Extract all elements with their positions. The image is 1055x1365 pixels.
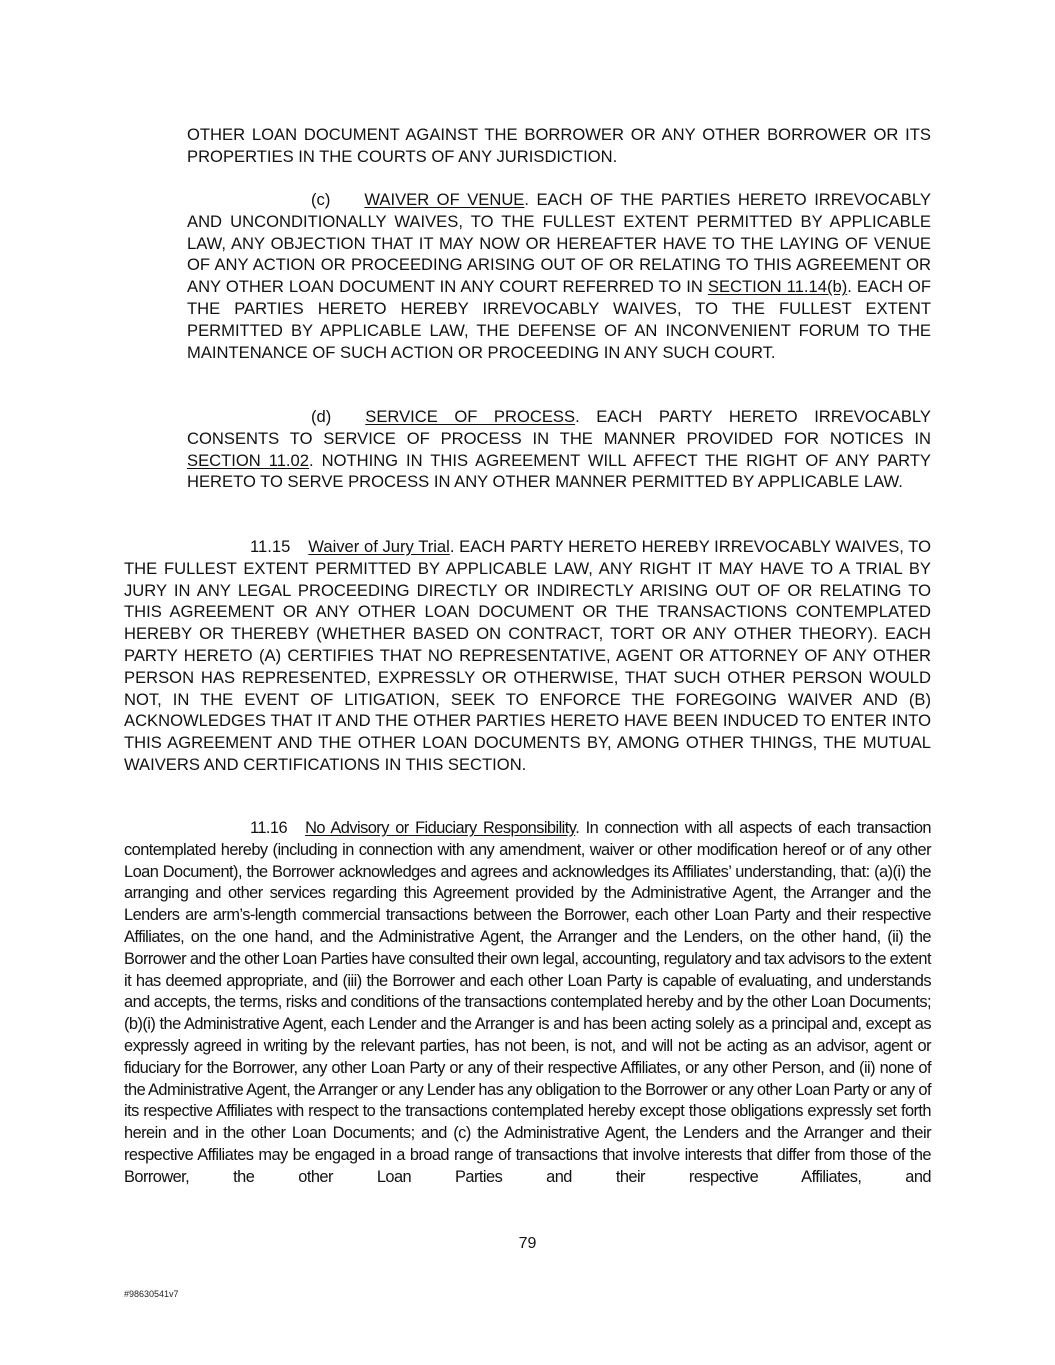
section-11-16-text: . In connection with all aspects of each transaction contemplated hereby (including in connection with any amendment, waiver or other modification hereof or of any other Loan Document), the Borrower acknowledges and agrees and acknowledges its Affiliates’ understanding, that: (a)(i) the arranging and other services regarding this Agreement provided by the Administrative Agent, the Arranger and the Lenders are arm’s-length commercial transactions between the Borrower, each other Loan Party and their respective Affiliates, on the one hand, and the Administrative Agent, the Arranger and the Lenders, on the other hand, (ii) the Borrower and the other Loan Parties have consulted their own legal, accounting, regulatory and tax advisors to the extent it has deemed appropriate, and (iii) the Borrower and each other Loan Party is capable of evaluating, and understands and accepts, the terms, risks and conditions of the transactions contemplated hereby and by the other Loan Documents; (b)(i) the Administrative Agent, each Lender and the Arranger is and has been acting solely as a principal and, except as expressly agreed in writing by the relevant parties, has not been, is not, and will not be acting as an advisor, agent or fiduciary for the Borrower, any other Loan Party or any of their respective Affiliates, or any other Person, and (ii) none of the Administrative Agent, the Arranger or any Lender has any obligation to the Borrower or any other Loan Party or any of its respective Affiliates with respect to the transactions contemplated hereby except those obligations expressly set forth herein and in the other Loan Documents; and (c) the Administrative Agent, the Lenders and the Arranger and their respective Affiliates may be engaged in a broad range of transactions that involve interests that differ from those of the Borrower, the other Loan Parties and their respective Affiliates, and xyxy=(124,819,931,1186)
section-c-reference: SECTION 11.14(b) xyxy=(707,277,848,297)
section-d-heading: SERVICE OF PROCESS xyxy=(365,407,576,426)
section-11-16-no-advisory-responsibility xyxy=(124,818,931,1189)
section-d-text-2: . NOTHING IN THIS AGREEMENT WILL AFFECT THE RIGHT OF ANY PARTY HERETO TO SERVE PROCESS IN ANY OTHER MANNER PERMITTED BY APPLICABLE LAW. xyxy=(187,450,931,492)
section-d-text-1: . EACH PARTY HERETO IRREVOCABLY CONSENTS TO SERVICE OF PROCESS IN THE MANNER PROVIDED FOR NOTICES IN xyxy=(187,407,931,448)
section-c-text-2: . EACH OF THE PARTIES HERETO HEREBY IRREVOCABLY WAIVES, TO THE FULLEST EXTENT PERMITTED BY APPLICABLE LAW, THE DEFENSE OF AN INCONVENIENT FORUM TO THE MAINTENANCE OF SUCH ACTION OR PROCEEDING IN ANY SUCH COURT. xyxy=(187,277,931,362)
section-d-service-of-process xyxy=(187,406,931,493)
section-11-15-waiver-of-jury-trial xyxy=(124,536,931,776)
section-d-number: (d) xyxy=(311,407,332,426)
continuation-paragraph: OTHER LOAN DOCUMENT AGAINST THE BORROWER OR ANY OTHER BORROWER OR ITS PROPERTIES IN THE COURTS OF ANY JURISDICTION. xyxy=(187,125,931,166)
page-number: 79 xyxy=(518,1235,537,1252)
section-c-heading: WAIVER OF VENUE xyxy=(364,190,525,209)
section-c-waiver-of-venue xyxy=(187,189,931,363)
section-11-15-text: . EACH PARTY HERETO HEREBY IRREVOCABLY WAIVES, TO THE FULLEST EXTENT PERMITTED BY APPLICABLE LAW, ANY RIGHT IT MAY HAVE TO A TRIAL BY JURY IN ANY LEGAL PROCEEDING DIRECTLY OR INDIRECTLY ARISING OUT OF OR RELATING TO THIS AGREEMENT OR ANY OTHER LOAN DOCUMENT OR THE TRANSACTIONS CONTEMPLATED HEREBY OR THEREBY (WHETHER BASED ON CONTRACT, TORT OR ANY OTHER THEORY). EACH PARTY HERETO (A) CERTIFIES THAT NO REPRESENTATIVE, AGENT OR ATTORNEY OF ANY OTHER PERSON HAS REPRESENTED, EXPRESSLY OR OTHERWISE, THAT SUCH OTHER PERSON WOULD NOT, IN THE EVENT OF LITIGATION, SEEK TO ENFORCE THE FOREGOING WAIVER AND (B) ACKNOWLEDGES THAT IT AND THE OTHER PARTIES HERETO HAVE BEEN INDUCED TO ENTER INTO THIS AGREEMENT AND THE OTHER LOAN DOCUMENTS BY, AMONG OTHER THINGS, THE MUTUAL WAIVERS AND CERTIFICATIONS IN THIS SECTION. xyxy=(124,537,932,774)
section-d-reference: SECTION 11.02 xyxy=(187,450,310,470)
section-c-number: (c) xyxy=(311,190,331,209)
section-11-15-heading: Waiver of Jury Trial xyxy=(308,537,450,556)
section-11-16-heading: No Advisory or Fiduciary Responsibility xyxy=(305,819,576,837)
section-11-16-number: 11.16 xyxy=(250,819,288,837)
section-11-15-number: 11.15 xyxy=(250,537,291,556)
document-id: #98630541v7 xyxy=(124,1289,179,1299)
section-c-text-1: . EACH OF THE PARTIES HERETO IRREVOCABLY AND UNCONDITIONALLY WAIVES, TO THE FULLEST EXTENT PERMITTED BY APPLICABLE LAW, ANY OBJECTION THAT IT MAY NOW OR HEREAFTER HAVE TO THE LAYING OF VENUE OF ANY ACTION OR PROCEEDING ARISING OUT OF OR RELATING TO THIS AGREEMENT OR ANY OTHER LOAN DOCUMENT IN ANY COURT REFERRED TO IN xyxy=(187,190,931,297)
